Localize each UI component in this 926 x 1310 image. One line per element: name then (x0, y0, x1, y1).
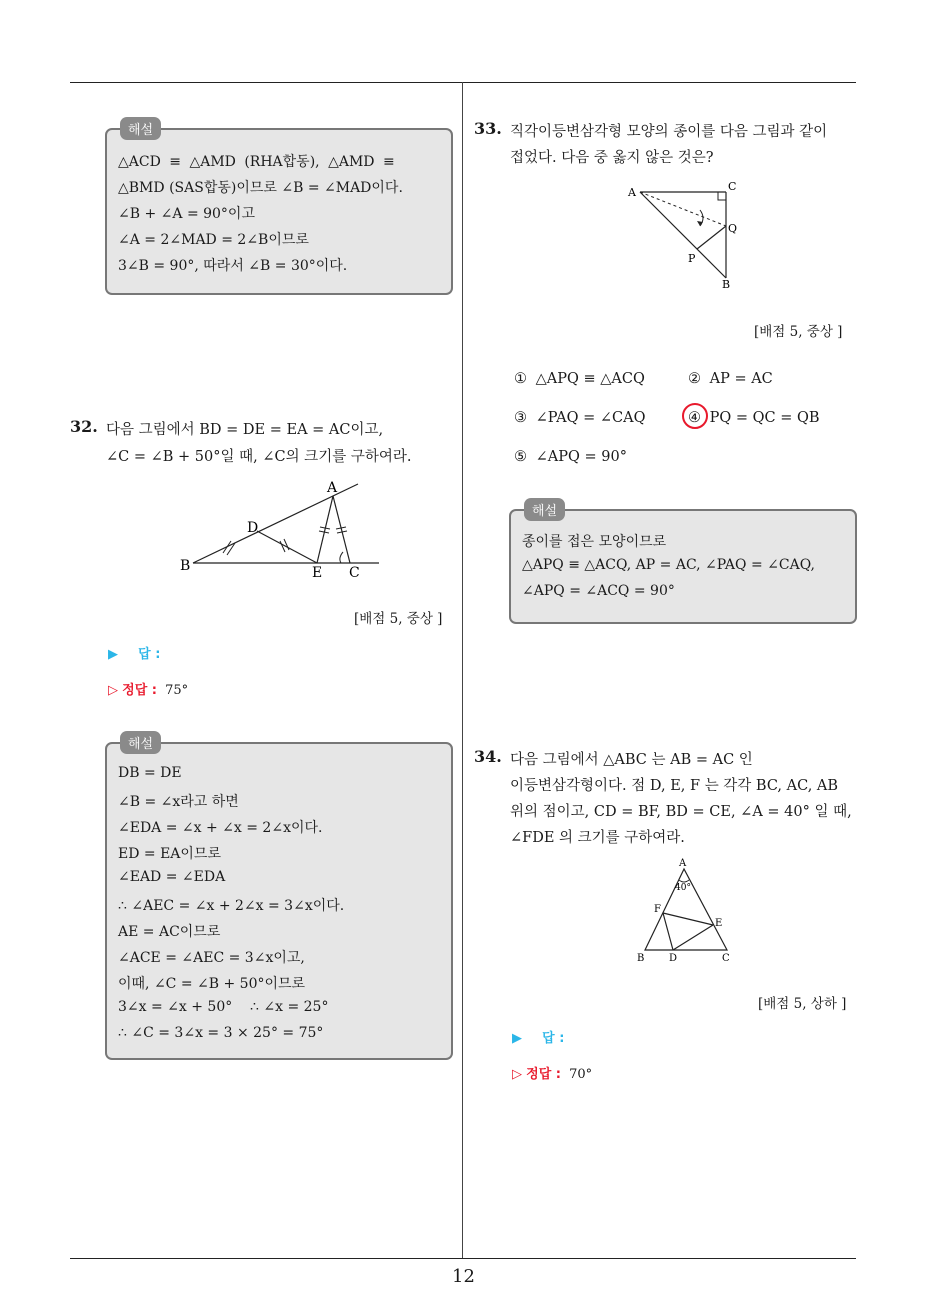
figure-label-F: F (654, 904, 661, 915)
explanation-line: ∠EDA = ∠x + ∠x = 2∠x이다. (118, 820, 323, 836)
question-33-score: [배점 5, 중상 ] (754, 324, 843, 340)
figure-label-angle: 40° (675, 883, 691, 893)
figure-label-B: B (180, 558, 191, 574)
top-rule (70, 82, 856, 83)
choice-3[interactable] (514, 410, 646, 426)
explanation-line: 3∠B = 90°, 따라서 ∠B = 30°이다. (118, 258, 348, 274)
bottom-rule (70, 1258, 856, 1259)
figure-label-C: C (722, 953, 730, 964)
explanation-line: ∴ ∠AEC = ∠x + 2∠x = 3∠x이다. (118, 898, 345, 914)
question-33-text-line1: 직각이등변삼각형 모양의 종이를 다음 그림과 같이 (510, 124, 828, 140)
figure-label-A: A (679, 858, 687, 869)
column-divider (462, 82, 463, 1258)
explanation-tag: 해설 (524, 498, 565, 521)
correct-answer-row-34 (512, 1063, 592, 1082)
explanation-line: DB = DE (118, 765, 182, 781)
choice-text: ∠APQ = 90° (535, 449, 627, 465)
explanation-line: 이때, ∠C = ∠B + 50°이므로 (118, 976, 306, 992)
choice-text: △APQ ≡ △ACQ (535, 371, 645, 387)
question-32-score: [배점 5, 중상 ] (354, 611, 443, 627)
question-32-text-line1: 다음 그림에서 BD = DE = EA = AC이고, (106, 422, 384, 438)
explanation-line: ED = EA이므로 (118, 846, 221, 862)
explanation-line: ∴ ∠C = 3∠x = 3 × 25° = 75° (118, 1025, 324, 1041)
question-33-figure (622, 180, 747, 292)
answer-circle-mark (682, 403, 708, 429)
answer-row-34 (512, 1027, 564, 1046)
figure-label-C: C (728, 180, 737, 193)
question-34-text-line4: ∠FDE 의 크기를 구하여라. (510, 830, 685, 846)
correct-value: 75° (165, 683, 189, 698)
answer-label: 답 : (138, 647, 161, 662)
figure-label-A: A (327, 480, 338, 496)
explanation-line: ∠B + ∠A = 90°이고 (118, 206, 255, 222)
play-icon: ▶ (512, 1031, 522, 1046)
choice-2[interactable] (688, 371, 773, 387)
explanation-line: △APQ ≡ △ACQ, AP = AC, ∠PAQ = ∠CAQ, (522, 557, 815, 573)
question-34-text-line1: 다음 그림에서 △ABC 는 AB = AC 인 (510, 752, 753, 768)
play-outline-icon: ▷ (512, 1067, 522, 1082)
choice-text: AP = AC (709, 371, 773, 387)
question-33-text-line2: 접었다. 다음 중 옳지 않은 것은? (510, 150, 714, 166)
figure-label-P: P (688, 252, 696, 265)
choice-number: ⑤ (514, 449, 527, 465)
question-34-text-line2: 이등변삼각형이다. 점 D, E, F 는 각각 BC, AC, AB (510, 778, 839, 794)
explanation-line: ∠EAD = ∠EDA (118, 869, 226, 885)
explanation-line: ∠APQ = ∠ACQ = 90° (522, 583, 675, 599)
correct-label: 정답 : (526, 1067, 561, 1082)
explanation-tag: 해설 (120, 731, 161, 754)
explanation-line: ∠B = ∠x라고 하면 (118, 794, 239, 810)
question-34-figure (632, 855, 744, 967)
explanation-line: △ACD ≡ △AMD (RHA합동), △AMD ≡ (118, 154, 395, 170)
explanation-line: 종이를 접은 모양이므로 (522, 534, 667, 550)
question-number-34: 34. (474, 747, 502, 766)
answer-label: 답 : (542, 1031, 565, 1046)
choice-number: ① (514, 371, 527, 387)
explanation-line: ∠A = 2∠MAD = 2∠B이므로 (118, 232, 309, 248)
figure-label-E: E (312, 565, 323, 581)
explanation-tag: 해설 (120, 117, 161, 140)
correct-value: 70° (569, 1067, 593, 1082)
explanation-line: △BMD (SAS합동)이므로 ∠B = ∠MAD이다. (118, 180, 403, 196)
figure-label-A: A (628, 186, 636, 199)
play-icon: ▶ (108, 647, 118, 662)
play-outline-icon: ▷ (108, 683, 118, 698)
question-34-text-line3: 위의 점이고, CD = BF, BD = CE, ∠A = 40° 일 때, (510, 804, 852, 820)
correct-label: 정답 : (122, 683, 157, 698)
choice-number: ② (688, 371, 701, 387)
question-34-score: [배점 5, 상하 ] (758, 996, 847, 1012)
choice-5[interactable] (514, 449, 627, 465)
figure-label-D: D (247, 520, 259, 536)
figure-label-D: D (669, 953, 678, 964)
choice-1[interactable] (514, 371, 645, 387)
choice-number: ④ (688, 410, 701, 426)
choice-text: ∠PAQ = ∠CAQ (535, 410, 646, 426)
question-32-text-line2: ∠C = ∠B + 50°일 때, ∠C의 크기를 구하여라. (106, 449, 412, 465)
figure-label-C: C (349, 565, 360, 581)
figure-label-B: B (722, 278, 731, 291)
explanation-line: ∠ACE = ∠AEC = 3∠x이고, (118, 950, 305, 966)
choice-text: PQ = QC = QB (709, 410, 820, 426)
question-32-figure (175, 476, 385, 581)
figure-label-B: B (637, 953, 645, 964)
explanation-line: 3∠x = ∠x + 50° ∴ ∠x = 25° (118, 999, 329, 1015)
correct-answer-row-32 (108, 679, 188, 698)
choice-number: ③ (514, 410, 527, 426)
answer-row-32 (108, 643, 160, 662)
figure-label-E: E (715, 918, 723, 929)
question-number-33: 33. (474, 119, 502, 138)
question-number-32: 32. (70, 417, 98, 436)
explanation-line: AE = AC이므로 (118, 924, 221, 940)
page-number: 12 (452, 1266, 475, 1287)
figure-label-Q: Q (728, 222, 738, 235)
